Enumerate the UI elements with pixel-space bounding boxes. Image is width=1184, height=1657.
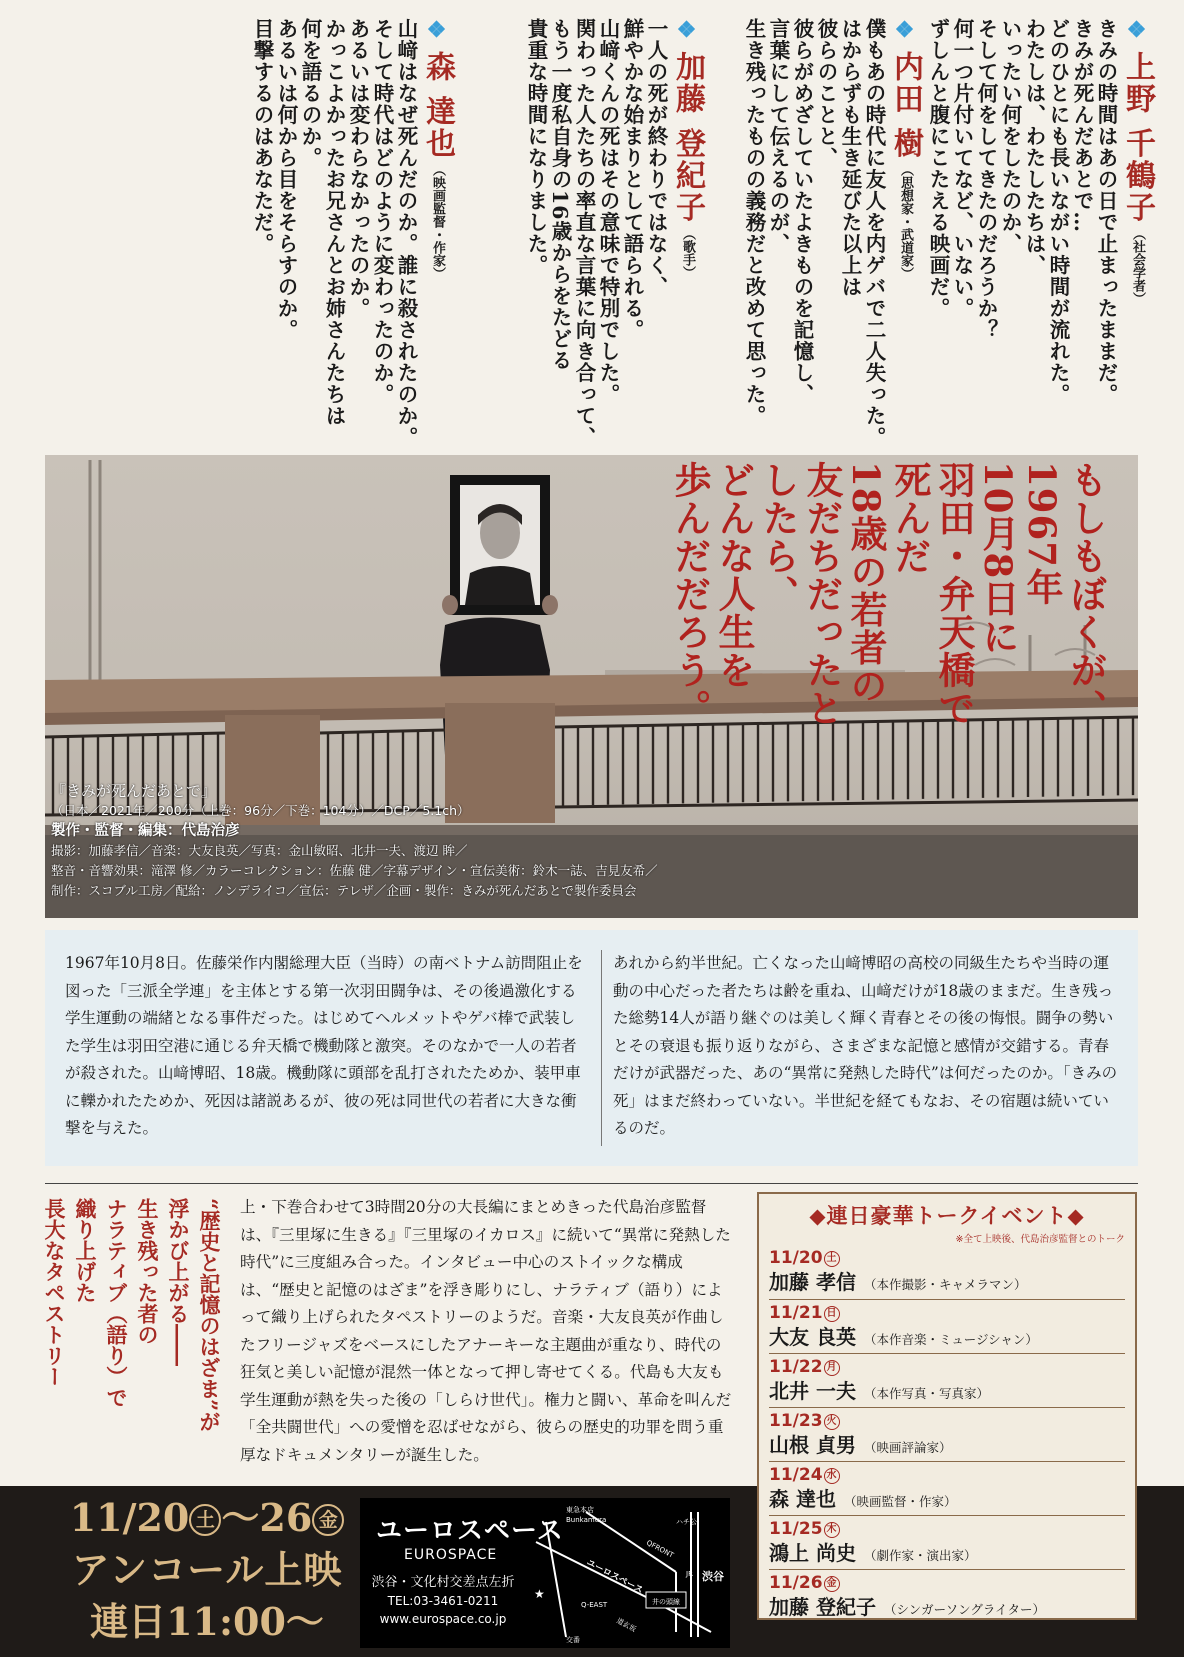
talk-person (769, 1269, 1125, 1298)
talk-date: 11/24 水 (769, 1464, 1125, 1486)
comment-name: ❖上野 千鶴子（社会学者） (1120, 18, 1155, 306)
text-line: 何を語るのか。 (298, 18, 322, 169)
talk-date: 11/26 金 (769, 1572, 1125, 1594)
text-line: 僕もあの時代に友人を内ゲバで二人失った。 (862, 18, 886, 448)
svg-text:東急本店: 東急本店 (566, 1506, 594, 1514)
comment-text (250, 18, 418, 448)
talk-person-name: 大友 良英 (769, 1325, 856, 1349)
text-line: きみの時間はあの日で止まったままだ。 (1094, 18, 1118, 405)
divider (601, 950, 602, 1146)
talk-item (769, 1353, 1125, 1407)
comment-uchida (742, 18, 924, 448)
talk-date: 11/22 月 (769, 1356, 1125, 1378)
text-line: そして時代はどのように変わったのか。 (370, 18, 394, 405)
talk-person (769, 1486, 1125, 1515)
diamond-icon: ❖ (1124, 18, 1150, 45)
svg-text:Q-EAST: Q-EAST (581, 1601, 608, 1609)
svg-text:井の頭線: 井の頭線 (652, 1598, 680, 1606)
text-line: “歴史と記憶のはざま”が (197, 1198, 222, 1433)
svg-text:JR: JR (686, 1570, 693, 1578)
talk-person-name: 加藤 孝信 (769, 1270, 856, 1294)
synopsis-right: あれから約半世紀。亡くなった山﨑博昭の高校の同級生たちや当時の運動の中心だった者たちは齢を重ね、山﨑だけが18歳のままだ。生き残った総勢14人が語り継ぐのは美しく輝く青春とその後の悔恨。闘争の勢いとその衰退も振り返りながら、さまざまな記憶と感情が交錯する。青春だけが武器だった、あの“異常に発熱した時代”は何だったのか。「きみの死」はまだ終わっていない。半世紀を経てもなお、その宿題は続いているのだ。 (613, 954, 1118, 1137)
credits-line: 撮影：加藤孝信／音楽：大友良英／写真：金山敏昭、北井一夫、渡辺 眸／ (51, 843, 468, 858)
talk-person (769, 1378, 1125, 1407)
talk-date: 11/23 火 (769, 1410, 1125, 1432)
talk-item (769, 1515, 1125, 1569)
comment-text (926, 18, 1118, 448)
text-line: 彼らがめざしていたよきものを記憶し、 (790, 18, 814, 405)
text-line: いったい何をしたのか、 (998, 18, 1022, 255)
hero-photo (45, 455, 1138, 918)
text-line: 羽田・弁天橋で (932, 461, 976, 727)
venue-info (360, 1498, 730, 1648)
talk-list (769, 1245, 1125, 1623)
text-line: もう一度私自身の16歳からをたどる (548, 18, 572, 372)
venue-tel: TEL:03-3461-0211 (387, 1594, 499, 1608)
talk-person-role: （本作撮影・キャメラマン） (863, 1277, 1027, 1292)
comment-name: ❖加藤 登紀子（歌手） (670, 18, 705, 280)
review-headline (30, 1198, 225, 1518)
svg-text:交番: 交番 (566, 1636, 580, 1644)
talk-person-role: （映画評論家） (863, 1440, 952, 1455)
text-line: 山﨑はなぜ死んだのか。誰に殺されたのか。 (394, 18, 418, 448)
film-credits (51, 781, 658, 901)
text-line: 彼らのことと、 (814, 18, 838, 169)
date-range: 11/20 土 〜26 金 (62, 1492, 352, 1544)
comment-ueno (926, 18, 1156, 448)
text-line: どんな人生を (712, 461, 756, 689)
tagline (668, 461, 1108, 901)
talk-person (769, 1324, 1125, 1353)
talk-item (769, 1407, 1125, 1461)
diamond-icon: ❖ (674, 18, 700, 45)
text-line: 浮かび上がる―― (166, 1198, 191, 1366)
talk-person-name: 北井 一夫 (769, 1379, 856, 1403)
talk-person-role: （本作音楽・ミュージシャン） (863, 1332, 1038, 1347)
talk-person-role: （シンガーソングライター） (883, 1602, 1046, 1617)
talk-event-box (757, 1192, 1137, 1620)
diamond-icon: ❖ (892, 18, 918, 45)
daily-time: 連日11:00〜 (90, 1599, 324, 1644)
text-line: ずしんと腹にこたえる映画だ。 (926, 18, 950, 319)
talk-person (769, 1540, 1125, 1569)
comment-kato (524, 18, 706, 448)
talk-item (769, 1299, 1125, 1353)
venue-name-en: EUROSPACE (404, 1547, 498, 1563)
text-line: きみが死んだあとで… (1070, 18, 1094, 233)
talk-item (769, 1569, 1125, 1623)
svg-text:ハチ公: ハチ公 (676, 1518, 697, 1526)
encore-label: アンコール上映 (71, 1547, 343, 1592)
talk-person-name: 鴻上 尚史 (769, 1541, 856, 1565)
text-line: 18歳の若者の (844, 461, 888, 705)
text-line: 関わった人たちの率直な言葉に向き合って、 (572, 18, 596, 448)
text-line: 目撃するのはあなただ。 (250, 18, 274, 255)
talk-person-role: （劇作家・演出家） (863, 1548, 977, 1563)
text-line: 生き残ったものの義務だと改めて思った。 (742, 18, 766, 427)
talk-item (769, 1245, 1125, 1299)
svg-text:QFRONT: QFRONT (645, 1538, 675, 1560)
talk-date: 11/20 土 (769, 1247, 1125, 1269)
talk-item (769, 1461, 1125, 1515)
talk-title: ◆連日豪華トークイベント◆ (809, 1203, 1085, 1228)
talk-person (769, 1432, 1125, 1461)
text-line: かっこよかったお兄さんとお姉さんたちは (322, 18, 346, 427)
text-line: 歩んだだろう。 (668, 461, 712, 727)
talk-note: ※全て上映後、代島治彦監督とのトーク (955, 1234, 1125, 1245)
text-line: 友だちだったと (800, 461, 844, 727)
synopsis-section (45, 930, 1138, 1166)
talk-person-name: 山根 貞男 (769, 1433, 856, 1457)
text-line: 一人の死が終わりではなく、 (644, 18, 668, 298)
venue-logo: ユーロスペース (376, 1516, 564, 1546)
text-line: 10月8日に (976, 461, 1020, 656)
synopsis-left: 1967年10月8日。佐藤栄作内閣総理大臣（当時）の南ベトナム訪問阻止を図った「三派全学連」を主体とする第一次羽田闘争は、その後過激化する学生運動の端緒となる事件だった。はじめてヘルメットやゲバ棒で武装した学生は羽田空港に通じる弁天橋で機動隊と激突。そのなかで一人の若者が殺された。山﨑博昭、18歳。機動隊に頭部を乱打されたためか、装甲車に轢かれたためか、死因は諸説あるが、彼の死は同世代の若者に大きな衝撃を与えた。 (65, 954, 583, 1137)
talk-date: 11/21 日 (769, 1302, 1125, 1324)
comment-name: ❖内田 樹（思想家・武道家） (888, 18, 923, 281)
venue-address: 渋谷・文化村交差点左折 TEL:03-3461-0211 www.eurospace.co.jp (368, 1574, 518, 1628)
review-body: 上・下巻合わせて3時間20分の大長編にまとめきった代島治彦監督は、『三里塚に生きる』『三里塚のイカロス』に続いて“異常に発熱した時代”に三度組み合った。インタビュー中心のストイックな構成は、“歴史と記憶のはざま”を浮き彫りにし、ナラティブ（語り）によって織り上げられたタペストリーのようだ。音楽・大友良英が作曲したフリージャズをベースにしたアナーキーな主題曲が重なり、時代の狂気と美しい記憶が混然一体となって押し寄せてくる。代島も大友も学生運動が熱を失った後の「しらけ世代」。権力と闘い、革命を叫んだ「全共闘世代」への愛憎を忍ばせながら、彼らの歴史的功罪を問う重厚なドキュメンタリーが誕生した。 (240, 1198, 732, 1464)
text-line: ナラティブ（語り）で (104, 1198, 129, 1408)
comment-name: ❖森 達也（映画監督・作家） (420, 18, 455, 281)
text-line: 言葉にして伝えるのが、 (766, 18, 790, 255)
film-spec: （日本／2021年／200分（上巻：96分／下巻：104分）／DCP／5.1ch） (51, 803, 470, 818)
talk-date: 11/25 木 (769, 1518, 1125, 1540)
text-line: わたしは、わたしたちは、 (1022, 18, 1046, 276)
credits-line: 整音・音響効果：滝澤 修／カラーコレクション：佐藤 健／字幕デザイン・宣伝美術：鈴木一誌、吉見友希／ (51, 863, 658, 878)
comment-text (742, 18, 886, 448)
venue-star-icon: ★ (534, 1587, 545, 1601)
credits-line: 制作：スコブル工房／配給：ノンデライコ／宣伝：テレザ／企画・製作：きみが死んだあとで製作委員会 (51, 883, 637, 898)
text-line: あるいは変わらなかったのか。 (346, 18, 370, 319)
text-line: 山﨑くんの死はその意味で特別でした。 (596, 18, 620, 405)
talk-person-name: 加藤 登紀子 (769, 1595, 876, 1619)
text-line: どのひとにも長いながい時間が流れた。 (1046, 18, 1070, 405)
text-line: 貴重な時間になりました。 (524, 18, 548, 276)
talk-person (769, 1594, 1125, 1623)
text-line: そして何をしてきたのだろうか？ (974, 18, 998, 341)
text-line: 死んだ (888, 461, 932, 575)
text-line: 鮮やかな始まりとして語られる。 (620, 18, 644, 341)
text-line: はからずも生き延びた以上は (838, 18, 862, 298)
venue-url[interactable]: www.eurospace.co.jp (379, 1612, 507, 1626)
text-line: 長大なタペストリー (42, 1198, 67, 1387)
text-line: 1967年 (1020, 461, 1064, 606)
talk-person-role: （本作写真・写真家） (863, 1386, 989, 1401)
access-map (526, 1502, 726, 1644)
film-director: 製作・監督・編集：代島治彦 (51, 823, 240, 839)
svg-text:Bunkamura: Bunkamura (566, 1516, 607, 1524)
text-line: 織り上げた (73, 1198, 98, 1303)
svg-text:ユーロスペース: ユーロスペース (584, 1557, 645, 1597)
divider (45, 1183, 1138, 1184)
diamond-icon: ❖ (424, 18, 450, 45)
svg-text:道玄坂: 道玄坂 (615, 1616, 638, 1634)
comment-mori (250, 18, 456, 448)
text-line: 何一つ片付いてなど、いない。 (950, 18, 974, 319)
screening-dates (62, 1492, 352, 1648)
film-title: 『きみが死んだあとで』 (51, 782, 217, 800)
text-line: あるいは何から目をそらすのか。 (274, 18, 298, 341)
text-line: 生き残った者の (135, 1198, 160, 1345)
talk-person-name: 森 達也 (769, 1487, 836, 1511)
talk-person-role: （映画監督・作家） (843, 1494, 957, 1509)
text-line: したら、 (756, 461, 800, 613)
comment-text (524, 18, 668, 448)
comments-section (30, 18, 1156, 448)
svg-text:渋谷: 渋谷 (702, 1570, 724, 1583)
text-line: もしもぼくが、 (1064, 461, 1108, 727)
